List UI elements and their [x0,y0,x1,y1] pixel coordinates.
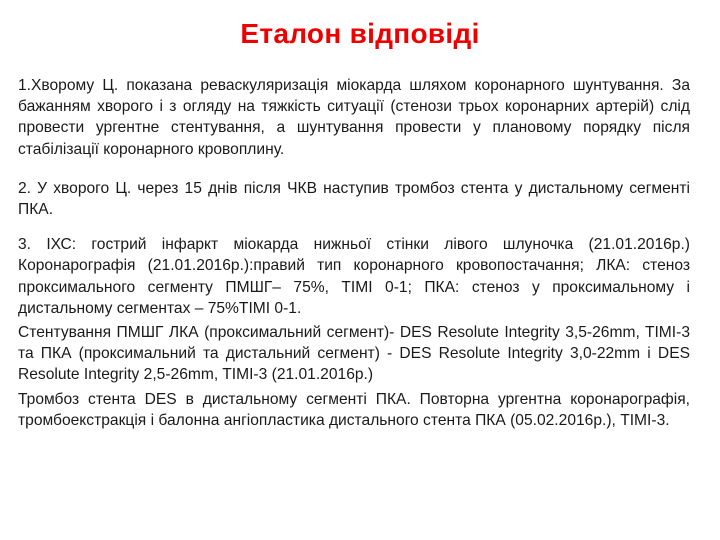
answer-paragraph-1: 1.Хворому Ц. показана реваскуляризація міокарда шляхом коронарного шунтування. За бажанням хворого і з огляду на тяжкість ситуації (стенози трьох коронарних артерій) слід провести ургентне стентування, а шунтування провести у плановому порядку після стабілізації коронарного кровоплину. [18,77,690,158]
answer-paragraph-2: 2. У хворого Ц. через 15 днів після ЧКВ наступив тромбоз стента у дистальному сегменті ПКА. [18,179,690,219]
thrombosis-paragraph: Тромбоз стента DES в дистальному сегменті ПКА. Повторна ургентна коронарографія, тромбоекстракція і балонна ангіопластика дистального стента ПКА (05.02.2016р.), ТІМІ-3. [18,390,690,429]
slide-title: Еталон відповіді [240,18,480,49]
answer-paragraph-3: 3. ІХС: гострий інфаркт міокарда нижньої стінки лівого шлуночка (21.01.2016р.) Коронарографія (21.01.2016р.):правий тип коронарного кровопостачання; ЛКА: стеноз проксимального сегменту ПМШГ– 75%, ТІМІ 0-1; ПКА: стеноз у проксимальному і дистальному сегментах – 75%ТІМІ 0-1. [18,236,690,317]
stenting-paragraph: Стентування ПМШГ ЛКА (проксимальний сегмент)- DES Resolute Integrity 3,5-26mm, TIMI-3 та ПКА (проксимальний та дистальний сегмент) - DES Resolute Integrity 3,0-22mm і DES Resolute Integrity 2,5-26mm, TIMI-3 (21.01.2016р.) [18,324,690,384]
slide-body [18,75,690,431]
